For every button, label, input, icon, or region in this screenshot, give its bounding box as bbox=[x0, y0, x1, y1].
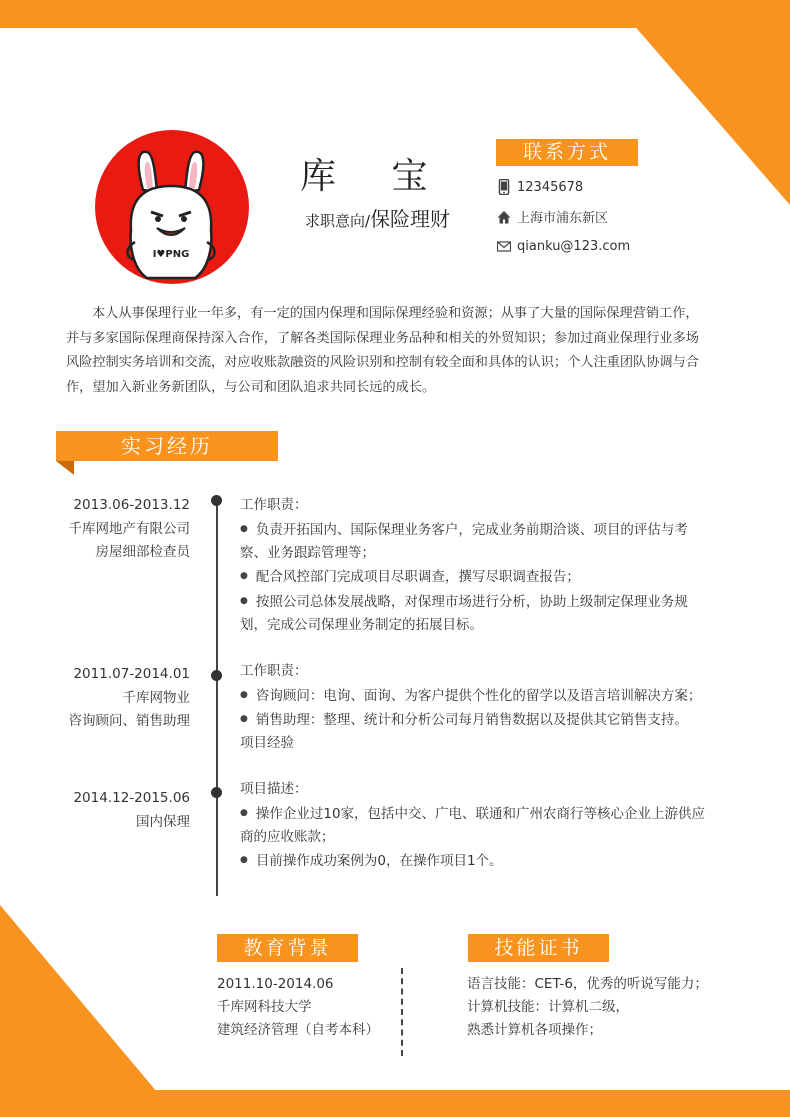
job-details bbox=[240, 660, 710, 756]
job-heading: 工作职责： bbox=[240, 663, 308, 679]
job-meta bbox=[73, 787, 190, 834]
home-icon bbox=[497, 209, 511, 225]
job-item: ● 按照公司总体发展战略，对保理市场进行分析，协助上级制定保理业务规划，完成公司保理业务制定的拓展目标。 bbox=[240, 590, 710, 638]
job-details bbox=[240, 494, 710, 637]
job-position: 房屋细部检查员 bbox=[95, 544, 190, 560]
job-item: ● 目前操作成功案例为0，在操作项目1个。 bbox=[240, 849, 710, 873]
timeline-dot bbox=[211, 670, 222, 681]
skills-title: 技能证书 bbox=[468, 934, 609, 962]
job-item: ● 咨询顾问：电询、面询、为客户提供个性化的留学以及语言培训解决方案； bbox=[240, 684, 710, 708]
contact-address-row bbox=[497, 207, 608, 226]
job-item: ● 操作企业过10家，包括中交、广电、联通和广州农商行等核心企业上游供应商的应收账款； bbox=[240, 802, 710, 850]
address-text: 上海市浦东新区 bbox=[517, 211, 609, 226]
job-position: 咨询顾问、销售助理 bbox=[68, 713, 190, 729]
job-meta bbox=[69, 494, 191, 565]
education-school: 千库网科技大学 bbox=[217, 999, 312, 1015]
job-details bbox=[240, 778, 710, 874]
job-date: 2014.12-2015.06 bbox=[73, 790, 190, 806]
intent-prefix: 求职意向/ bbox=[305, 212, 371, 230]
self-summary: 本人从事保理行业一年多，有一定的国内保理和国际保理经验和资源；从事了大量的国际保理营销工作，并与多家国际保理商保持深入合作，了解各类国际保理业务品种和相关的外贸知识；参加过商业保理行业多场风险控制实务培训和交流，对应收账款融资的风险识别和控制有较全面和具体的认识；个人注重团队协调与合作，望加入新业务新团队，与公司和团队追求共同长远的成长。 bbox=[66, 306, 699, 395]
candidate-name: 库 宝 bbox=[300, 156, 450, 197]
avatar-label: I♥PNG bbox=[152, 249, 190, 260]
job-item: ● 配合风控部门完成项目尽职调查，撰写尽职调查报告； bbox=[240, 565, 710, 589]
contact-phone-row bbox=[497, 179, 583, 195]
avatar bbox=[95, 130, 249, 284]
section-divider bbox=[401, 968, 403, 1056]
job-company: 国内保理 bbox=[136, 813, 190, 830]
job-heading: 工作职责： bbox=[240, 497, 308, 513]
timeline-line bbox=[216, 498, 218, 896]
internship-title: 实习经历 bbox=[56, 431, 278, 461]
contact-title: 联系方式 bbox=[496, 139, 638, 166]
phone-text: 12345678 bbox=[517, 179, 584, 195]
timeline-dot bbox=[211, 495, 222, 506]
education-details bbox=[217, 973, 379, 1042]
skills-details bbox=[467, 973, 708, 1042]
job-footer: 项目经验 bbox=[240, 735, 294, 751]
skill-line: 熟悉计算机各项操作； bbox=[467, 1022, 602, 1038]
job-item: ● 销售助理：整理、统计和分析公司每月销售数据以及提供其它销售支持。 bbox=[240, 708, 710, 732]
timeline-dot bbox=[211, 787, 222, 798]
job-intent bbox=[305, 203, 450, 232]
job-heading: 项目描述： bbox=[240, 781, 308, 797]
skill-line: 语言技能：CET-6，优秀的听说写能力； bbox=[467, 976, 708, 992]
education-period: 2011.10-2014.06 bbox=[217, 976, 334, 992]
intent-role: 保险理财 bbox=[370, 207, 451, 231]
job-company: 千库网物业 bbox=[122, 689, 190, 706]
contact-email-row bbox=[497, 238, 630, 254]
job-meta bbox=[69, 663, 191, 734]
phone-icon bbox=[497, 179, 511, 195]
job-date: 2011.07-2014.01 bbox=[73, 666, 190, 682]
job-date: 2013.06-2013.12 bbox=[73, 497, 190, 513]
education-major: 建筑经济管理（自考本科） bbox=[217, 1022, 379, 1038]
job-company: 千库网地产有限公司 bbox=[68, 520, 190, 537]
email-text: qianku@123.com bbox=[517, 238, 631, 254]
mail-icon bbox=[497, 238, 511, 254]
education-title: 教育背景 bbox=[217, 934, 358, 962]
skill-line: 计算机技能：计算机二级， bbox=[467, 999, 629, 1015]
title-fold-decoration bbox=[56, 461, 74, 475]
job-item: ● 负责开拓国内、国际保理业务客户，完成业务前期洽谈、项目的评估与考察、业务跟踪管理等； bbox=[240, 518, 710, 566]
